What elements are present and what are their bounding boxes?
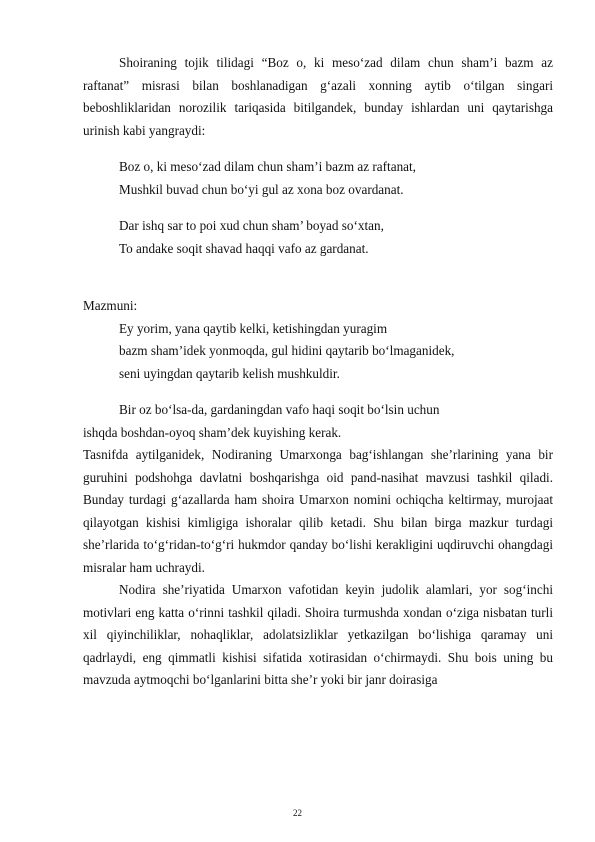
meaning-line: ishqda boshdan-oyoq sham’dek kuyishing kerak. (83, 424, 342, 440)
body-paragraph: Nodira she’riyatida Umarxon vafotidan keyin judolik alamlari, yor sog‘inchi motivlari eng katta o‘rinni tashkil qiladi. Shoira turmushda xondan o‘ziga nisbatan turli xil qiyinchiliklar, nohaqliklar, adolatsizliklar yetkazilgan bo‘lishiga qaramay uni qadrlaydi, eng qimmatli kishisi sifatida xotirasidan o‘chirmaydi. Shu bois uning bu mavzuda aytmoqchi bo‘lganlarini bitta she’r yoki bir janr doirasiga (83, 582, 553, 687)
verse-line: To andake soqit shavad haqqi vafo az gardanat. (119, 240, 369, 256)
spacer (83, 260, 553, 295)
intro-paragraph: Shoiraning tojik tilidagi “Boz o, ki meso‘zad dilam chun sham’i bazm az raftanat” misrasi bilan boshlanadigan g‘azali xonning aytib o‘tilgan singari beboshliklaridan norozilik tariqasida bitilgandek, bunday ishlardan uni qaytarishga urinish kabi yangraydi: (83, 55, 553, 138)
meaning-line: Bir oz bo‘lsa-da, gardaningdan vafo haqi soqit bo‘lsin uchun (119, 402, 440, 417)
verse-line: Dar ishq sar to poi xud chun sham’ boyad so‘xtan, (119, 218, 384, 233)
spacer (83, 142, 553, 156)
spacer (83, 385, 553, 399)
meaning-line: seni uyingdan qaytarib kelish mushkuldir. (119, 365, 340, 381)
verse-line: Mushkil buvad chun bo‘yi gul az xona boz ovardanat. (119, 181, 404, 197)
document-page (83, 52, 553, 692)
meaning-line: Ey yorim, yana qaytib kelki, ketishingdan yuragim (119, 320, 388, 336)
verse-line: Boz o, ki meso‘zad dilam chun sham’i bazm az raftanat, (119, 159, 416, 174)
spacer (83, 201, 553, 215)
page-number: 22 (293, 808, 302, 818)
meaning-line: bazm sham’idek yonmoqda, gul hidini qaytarib bo‘lmaganidek, (119, 343, 455, 358)
meaning-heading: Mazmuni: (83, 298, 138, 313)
body-paragraph: Tasnifda aytilganidek, Nodiraning Umarxonga bag‘ishlangan she’rlarining yana bir guruhini podshohga davlatni boshqarishga oid pand-nasihat mavzusi tashkil qiladi. Bunday turdagi g‘azallarda ham shoira Umarxon nomini ochiqcha keltirmay, murojaat qilayotgan kishisi kimligiga ishoralar qilib ketadi. Shu bilan birga mazkur turdagi she’rlarida to‘g‘ridan-to‘g‘ri hukmdor qanday bo‘lishi kerakligini uqdiruvchi ohangdagi misralar ham uchraydi. (83, 447, 553, 575)
